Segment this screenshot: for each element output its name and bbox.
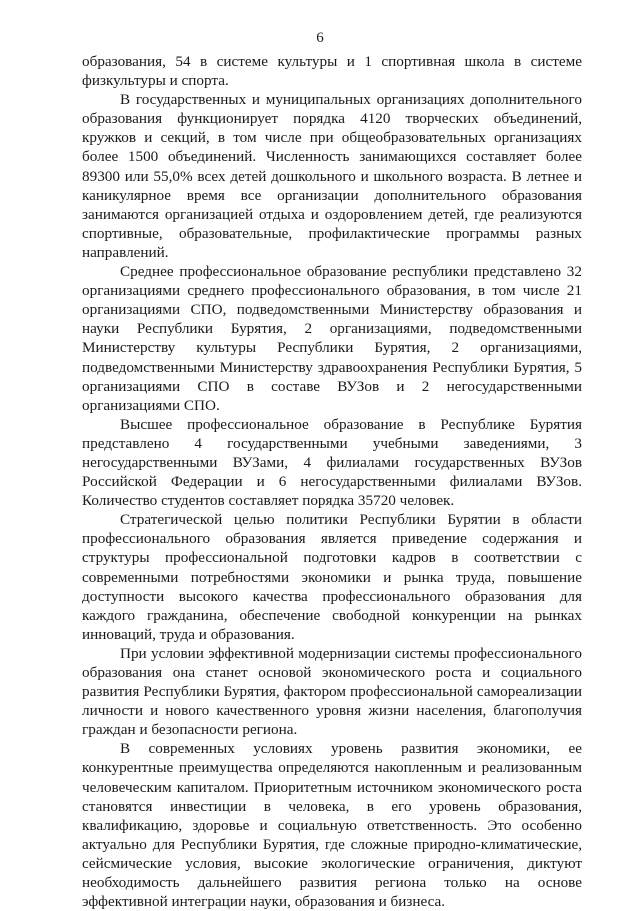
paragraph-higher-education: Высшее профессиональное образование в Республике Бурятия представлено 4 государственными учебными заведениями, 3 негосударственными ВУЗами, 4 филиалами государственных ВУЗов Российской Федерации и 6 негосударственными филиалами ВУЗов. Количество студентов составляет порядка 35720 человек.	[82, 415, 582, 510]
paragraph-secondary-vocational: Среднее профессиональное образование республики представлено 32 организациями среднего профессионального образования, в том числе 21 организациями СПО, подведомственными Министерству образования и науки Республики Бурятия, 2 организациями, подведомственными Министерству культуры Республики Бурятия, 2 организациями, подведомственными Министерству здравоохранения Республики Бурятия, 5 организациями СПО в составе ВУЗов и 2 негосударственными организациями СПО.	[82, 263, 582, 414]
paragraph-continuation: образования, 54 в системе культуры и 1 спортивная школа в системе физкультуры и спорта.	[82, 53, 582, 90]
paragraph-additional-education: В государственных и муниципальных организациях дополнительного образования функционирует порядка 4120 творческих объединений, кружков и секций, в том числе при общеобразовательных организациях более 1500 объединений. Численность занимающихся составляет более 89300 или 55,0% всех детей дошкольного и школьного возраста. В летнее и каникулярное время все организации дополнительного образования занимаются организацией отдыха и оздоровлением детей, где реализуются спортивные, образовательные, профилактические программы разных направлений.	[82, 91, 582, 261]
paragraph-strategic-goal: Стратегической целью политики Республики Бурятии в области профессионального образования является приведение содержания и структуры профессиональной подготовки кадров в соответствии с современными потребностями экономики и рынка труда, повышение доступности высокого качества профессионального образования для каждого гражданина, обеспечение свободной конкуренции на рынках инноваций, труда и образования.	[82, 511, 582, 643]
document-body	[82, 52, 582, 911]
paragraph-human-capital: В современных условиях уровень развития экономики, ее конкурентные преимущества определяются накопленным и реализованным человеческим капиталом. Приоритетным источником экономического роста становятся инвестиции в человека, в его уровень образования, квалификацию, здоровье и социальную ответственность. Это особенно актуально для Республики Бурятия, где сложные природно-климатические, сейсмические условия, высокие экологические ограничения, диктуют необходимость дальнейшего развития региона только на основе эффективной интеграции науки, образования и бизнеса.	[82, 740, 582, 911]
page-number: 6	[316, 30, 324, 46]
paragraph-modernization: При условии эффективной модернизации системы профессионального образования она станет основой экономического роста и социального развития Республики Бурятия, фактором профессиональной самореализации личности и нового качественного уровня жизни населения, благополучия граждан и безопасности региона.	[82, 644, 582, 739]
